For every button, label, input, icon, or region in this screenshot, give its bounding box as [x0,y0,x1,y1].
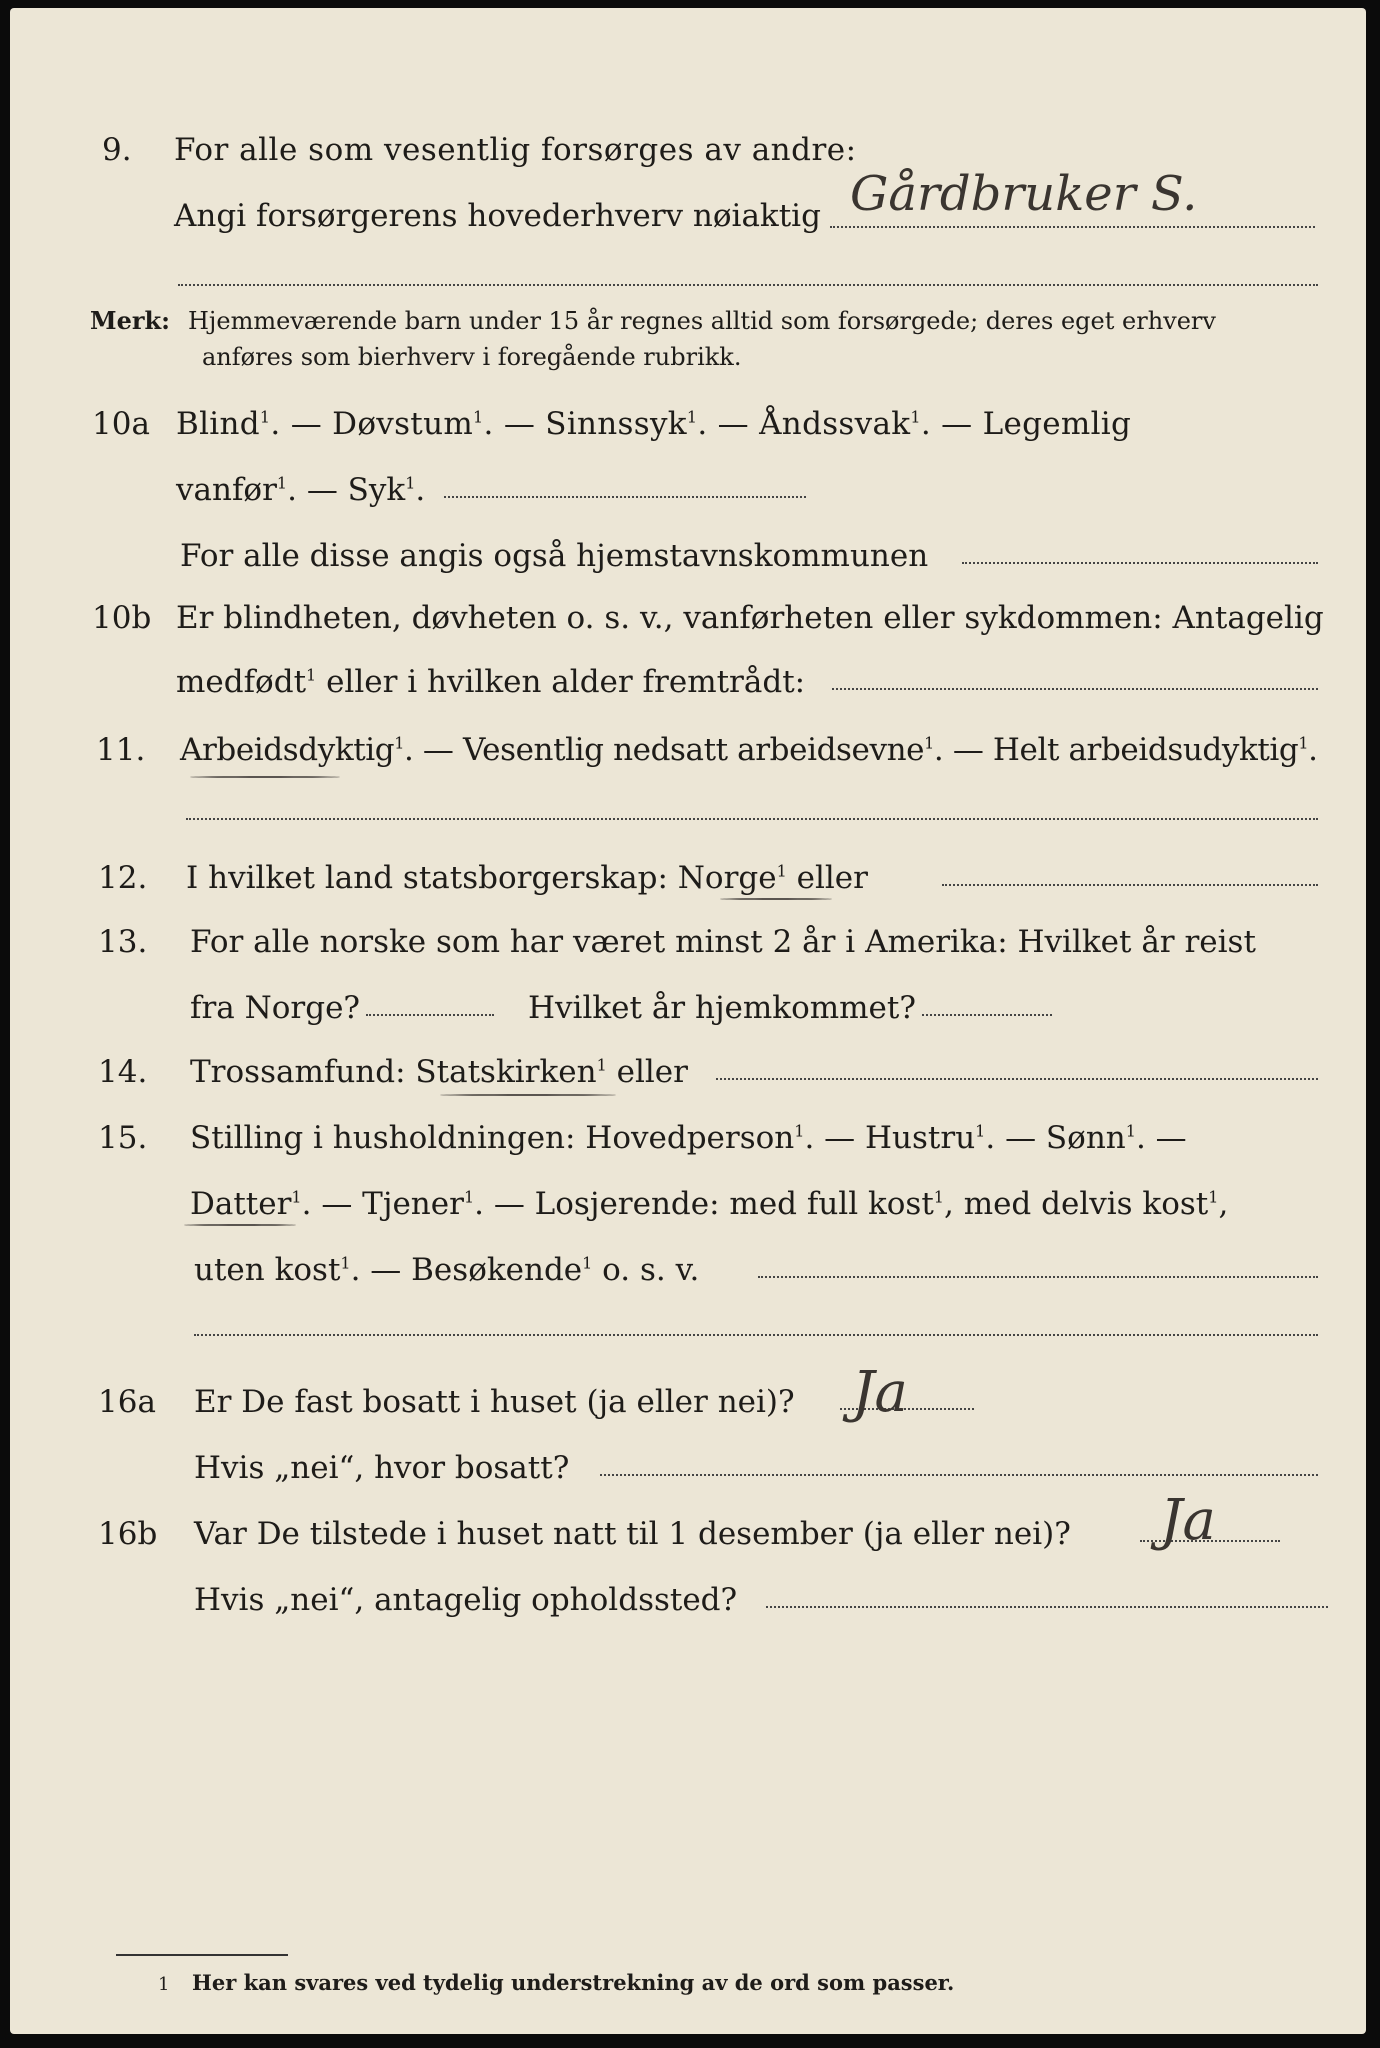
q13-line1: For alle norske som har været minst 2 år i Amerika: Hvilket år reist [190,924,1256,960]
q13-line2a: fra Norge? [190,990,361,1026]
footnote-mark: 1 [158,1974,170,1995]
q9-answer-field[interactable] [830,226,1315,228]
q15-line1: Stilling i husholdningen: Hovedperson$^1$. — Hustru$^1$. — Sønn$^1$. — [190,1120,1187,1156]
q12-field[interactable] [942,884,1318,886]
q10a-hjemstavn-field[interactable] [962,562,1318,564]
q10a-line2: vanfør$^1$. — Syk$^1$. [176,472,426,508]
q10b-line1: Er blindheten, døvheten o. s. v., vanførheten eller sykdommen: Antagelig [176,600,1324,636]
q15-sonn[interactable]: . — Sønn [985,1120,1126,1156]
q10b-medfodt[interactable]: medfødt [176,664,307,700]
q11-number: 11. [96,732,146,768]
q16b-handwritten-answer: Ja [1160,1488,1216,1553]
q15-underline-mark [184,1224,296,1226]
q10a-line3: For alle disse angis også hjemstavnskommunen [180,538,929,574]
q15-datter[interactable]: Datter [190,1186,292,1222]
q16a-bosatt-field[interactable] [600,1474,1318,1476]
footnote-rule [116,1954,288,1956]
q13-number: 13. [98,924,148,960]
census-form-page [10,8,1366,2034]
q16a-line2: Hvis „nei“, hvor bosatt? [194,1450,570,1486]
q12-norge[interactable]: Norge [677,860,777,896]
q13-hjemkommet-field[interactable] [922,1014,1052,1016]
q14-underline-mark [440,1094,616,1096]
q16b-line1: Var De tilstede i huset natt til 1 desember (ja eller nei)? [194,1516,1071,1552]
q10b-number: 10b [92,600,152,636]
q16a-handwritten-answer: Ja [852,1360,908,1425]
q11-arbeidsdyktig[interactable]: Arbeidsdyktig [180,732,395,768]
q11-extra-line[interactable] [186,818,1318,820]
q16b-opholdssted-field[interactable] [766,1606,1328,1608]
q15-extra-line[interactable] [194,1334,1318,1336]
q9-number: 9. [102,132,132,168]
q12-line: I hvilket land statsborgerskap: Norge$^1$ eller [186,860,868,896]
q13-reist-field[interactable] [366,1014,494,1016]
q14-number: 14. [98,1054,148,1090]
q10a-syk-field[interactable] [444,496,806,498]
q11-udyktig[interactable]: . — Helt arbeidsudyktig [933,732,1299,768]
q15-uten-kost[interactable]: uten kost [194,1252,341,1288]
q10a-dovstum[interactable]: . — Døvstum [270,406,474,442]
q11-line: Arbeidsdyktig$^1$. — Vesentlig nedsatt arbeidsevne$^1$. — Helt arbeidsudyktig$^1$. [180,732,1318,768]
q10b-line2: medfødt$^1$ eller i hvilken alder fremtrådt: [176,664,806,700]
q16a-number: 16a [98,1384,156,1420]
q15-number: 15. [98,1120,148,1156]
q10a-sinnssyk[interactable]: . — Sinnssyk [483,406,687,442]
q15-tjener[interactable]: . — Tjener [301,1186,464,1222]
q10b-field[interactable] [832,688,1318,690]
q15-besokende[interactable]: . — Besøkende [350,1252,583,1288]
q10a-vanfor[interactable]: vanfør [176,472,277,508]
q10a-blind[interactable]: Blind [176,406,260,442]
q9-handwritten-answer: Gårdbruker S. [850,166,1198,222]
q15-line3: uten kost$^1$. — Besøkende$^1$ o. s. v. [194,1252,700,1288]
q11-underline-mark [190,776,340,778]
q15-line2: Datter$^1$. — Tjener$^1$. — Losjerende: med full kost$^1$, med delvis kost$^1$, [190,1186,1229,1222]
q15-hustru[interactable]: . — Hustru [804,1120,976,1156]
q9-extra-line[interactable] [178,284,1318,286]
q15-hovedperson[interactable]: Stilling i husholdningen: Hovedperson [190,1120,795,1156]
q12-underline-mark [720,898,832,900]
q10a-number: 10a [92,406,150,442]
q10a-legemlig[interactable]: . — Legemlig [920,406,1132,442]
q15-full-kost[interactable]: . — Losjerende: med full kost [474,1186,934,1222]
q11-nedsatt[interactable]: . — Vesentlig nedsatt arbeidsevne [404,732,925,768]
q9-line2: Angi forsørgerens hovederhverv nøiaktig [174,198,821,234]
q15-field[interactable] [758,1276,1318,1278]
q16a-line1: Er De fast bosatt i huset (ja eller nei)? [194,1384,795,1420]
q10a-line1: Blind$^1$. — Døvstum$^1$. — Sinnssyk$^1$. — Åndssvak$^1$. — Legemlig [176,406,1132,442]
merk-line1: Hjemmeværende barn under 15 år regnes alltid som forsørgede; deres eget erhverv [188,307,1216,335]
q12-number: 12. [98,860,148,896]
merk-line2: anføres som bierhverv i foregående rubrikk. [202,343,742,371]
q14-field[interactable] [716,1078,1318,1080]
merk-label: Merk: [90,306,170,335]
q10a-andssvak[interactable]: . — Åndssvak [697,406,911,442]
q10a-syk[interactable]: . — Syk [287,472,406,508]
q16b-line2: Hvis „nei“, antagelig opholdssted? [194,1582,738,1618]
q14-statskirken[interactable]: Statskirken [415,1054,597,1090]
q13-line2b: Hvilket år hjemkommet? [528,990,916,1026]
q16b-number: 16b [98,1516,158,1552]
q9-line1: For alle som vesentlig forsørges av andre: [174,132,857,168]
q15-delvis-kost[interactable]: , med delvis kost [943,1186,1209,1222]
q14-line: Trossamfund: Statskirken$^1$ eller [190,1054,688,1090]
footnote-text: Her kan svares ved tydelig understrekning av de ord som passer. [192,1970,955,1995]
